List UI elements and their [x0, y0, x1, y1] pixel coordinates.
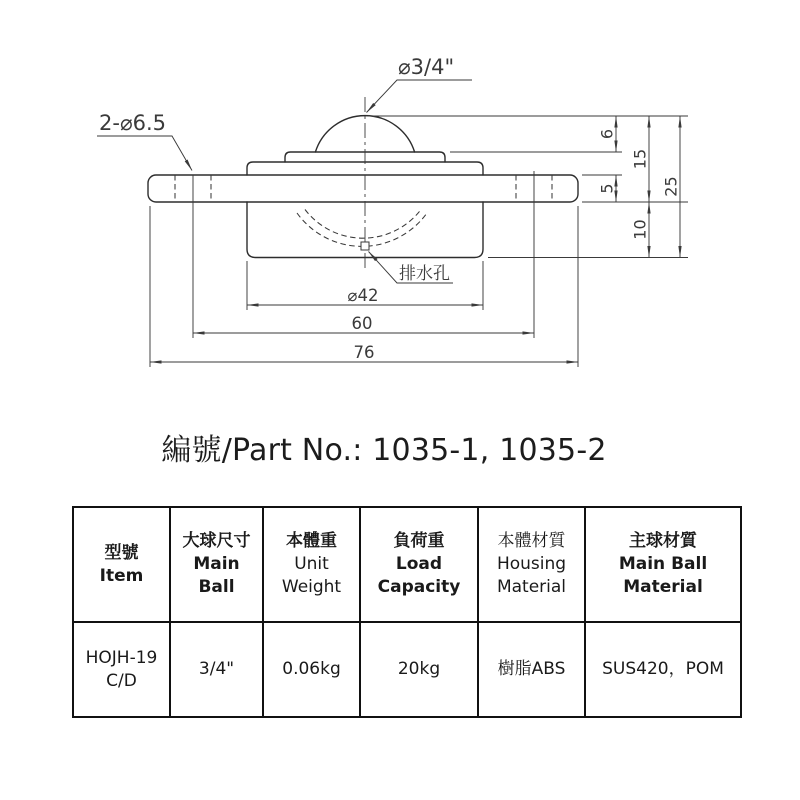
header-main-ball-en: Main [193, 554, 240, 574]
cell-load-capacity: 20kg [360, 622, 478, 717]
header-main-ball-material [585, 507, 741, 622]
cell-item [73, 622, 170, 717]
header-load-capacity [360, 507, 478, 622]
extension-lines [150, 116, 688, 367]
ball-unit-outline [148, 116, 578, 258]
dimension-lines [150, 116, 680, 362]
header-housing-material-en: Housing [496, 554, 567, 574]
dim-15-label: 15 [630, 148, 650, 170]
flange-plate [148, 175, 578, 202]
dim-76-label: 76 [353, 343, 375, 362]
header-housing-material-zh: 本體材質 [497, 531, 566, 551]
header-unit-weight-zh: 本體重 [286, 531, 337, 551]
header-unit-weight [263, 507, 360, 622]
header-item-zh: 型號 [104, 542, 139, 563]
mounting-holes-leader [97, 136, 192, 171]
header-item-en: Item [99, 565, 144, 586]
header-load-capacity-zh: 負荷重 [393, 531, 445, 551]
cell-main-ball: 3/4" [170, 622, 263, 717]
ball-seat-arc-inner [305, 210, 421, 239]
header-unit-weight-en: Unit [294, 554, 329, 574]
dim-6-label: 6 [597, 128, 617, 140]
drain-hole-marker [361, 242, 369, 250]
cell-main-ball-material: SUS420，POM [585, 622, 741, 717]
header-unit-weight-en: Weight [281, 577, 342, 597]
spec-table [72, 506, 742, 718]
ball-seat-arc-outer [297, 213, 427, 246]
hidden-lines [175, 175, 552, 246]
ball-diameter-leader [367, 80, 473, 113]
header-main-ball-material-zh: 主球材質 [629, 531, 697, 551]
header-main-ball-en: Ball [198, 577, 235, 597]
header-item [73, 507, 170, 622]
header-housing-material [478, 507, 585, 622]
cell-unit-weight: 0.06kg [263, 622, 360, 717]
drain-hole-label: 排水孔 [399, 264, 450, 284]
spec-table-data-row [73, 622, 741, 717]
dim-10-label: 10 [630, 219, 650, 240]
dim-60-label: 60 [351, 314, 373, 333]
ball-diameter-label: ⌀3/4" [398, 55, 455, 79]
dim-25-label: 25 [661, 176, 681, 197]
cell-housing-material: 樹脂ABS [478, 622, 585, 717]
dim-5-label: 5 [597, 183, 617, 194]
header-main-ball-material-en: Material [623, 577, 703, 597]
part-number-title [0, 431, 768, 471]
part-number-text: 編號/Part No.: 1035-1, 1035-2 [161, 433, 607, 468]
header-main-ball [170, 507, 263, 622]
header-load-capacity-en: Load [395, 554, 443, 574]
header-housing-material-en: Material [496, 577, 567, 597]
spec-table-header-row [73, 507, 741, 622]
header-main-ball-material-en: Main Ball [618, 554, 708, 574]
dim-42-label: ⌀42 [347, 286, 379, 305]
header-load-capacity-en: Capacity [377, 577, 461, 597]
cell-item-line1: HOJH-19 [85, 647, 158, 668]
cell-item-line2: C/D [106, 670, 137, 691]
mounting-holes-label: 2-⌀6.5 [99, 111, 166, 135]
header-main-ball-zh: 大球尺寸 [182, 531, 251, 551]
